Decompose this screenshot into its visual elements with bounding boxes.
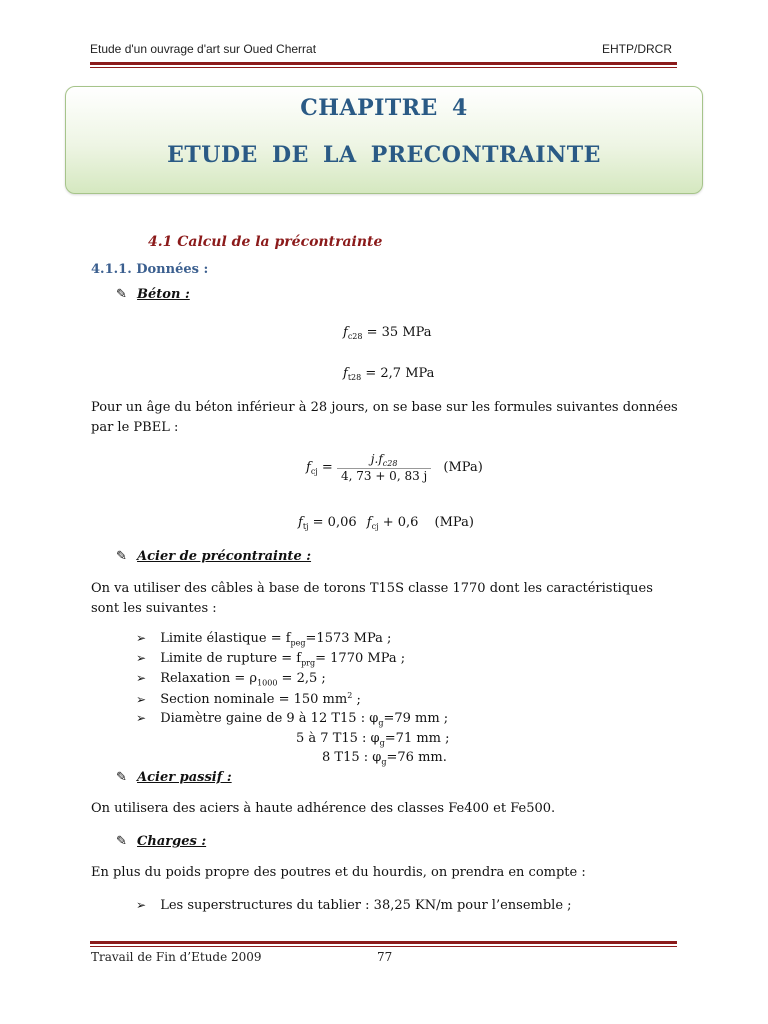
arrow-icon: ➢ (136, 631, 147, 645)
acier-list (136, 631, 448, 731)
acier-passif-label: Acier passif : (137, 770, 232, 785)
arrow-icon: ➢ (136, 651, 147, 665)
charges-bullet (116, 834, 206, 849)
charges-text: En plus du poids propre des poutres et du hourdis, on prendra en compte : (91, 865, 586, 880)
header-rule (90, 62, 677, 65)
chapter-title: ETUDE DE LA PRECONTRAINTE (167, 142, 601, 168)
formula-fc28: $f_{c28} = 35$ MPa (343, 325, 432, 341)
gaine-line-2: 5 à 7 T15 : $\varphi_g=71$ mm ; (296, 731, 450, 748)
pen-icon: ✎ (116, 287, 127, 302)
footer-rule-thin (90, 946, 677, 947)
list-item: ➢ Les superstructures du tablier : 38,25 KN/m pour l’ensemble ; (136, 898, 572, 913)
list-item: ➢ Section nominale = 150 $mm^2$ ; (136, 691, 361, 708)
list-item: ➢ Relaxation = $\rho_{1000} = 2,5$ ; (136, 671, 326, 688)
header-right: EHTP/DRCR (602, 42, 673, 56)
acier-precontrainte-bullet (116, 549, 311, 564)
acier-precontrainte-label: Acier de précontrainte : (137, 549, 312, 564)
pen-icon: ✎ (116, 834, 127, 849)
section-heading: 4.1 Calcul de la précontrainte (148, 234, 383, 250)
acier-passif-text: On utilisera des aciers à haute adhérence des classes Fe400 et Fe500. (91, 801, 556, 816)
formula-ft28: $f_{t28} = 2,7$ MPa (343, 366, 435, 382)
list-item: ➢ Limite élastique = $f_{peg}=1573$ MPa ; (136, 631, 392, 648)
beton-label: Béton : (137, 287, 190, 302)
charges-label: Charges : (137, 834, 207, 849)
chapter-number: CHAPITRE 4 (300, 95, 468, 121)
header-rule-thin (90, 67, 677, 68)
footer-left: Travail de Fin d’Etude 2009 (91, 950, 262, 964)
arrow-icon: ➢ (136, 711, 147, 725)
chapter-box (65, 86, 703, 194)
acier-passif-bullet (116, 770, 232, 785)
acier-precontrainte-intro: On va utiliser des câbles à base de torons T15S classe 1770 dont les caractéristiques sont les suivantes : (91, 581, 653, 616)
header-left: Etude d'un ouvrage d'art sur Oued Cherrat (90, 42, 317, 56)
list-item: ➢ Diamètre gaine de 9 à 12 T15 : $\varphi_g=79$ mm ; (136, 711, 449, 728)
arrow-icon: ➢ (136, 671, 147, 685)
formula-fcj: $f_{cj}$ = $\frac{j.f_{c28}}{4, 73 + 0, 83 j}$ (MPa) (306, 452, 483, 483)
beton-intro: Pour un âge du béton inférieur à 28 jours, on se base sur les formules suivantes données par le PBEL : (91, 400, 678, 435)
beton-bullet (116, 287, 190, 302)
fcj-fraction: $\frac{j.f_{c28}}{4, 73 + 0, 83 j}$ (337, 452, 431, 483)
formula-ftj: $f_{tj} = 0,06$ $f_{cj} + 0,6$ (MPa) (298, 515, 474, 531)
gaine-line-3: 8 T15 : $\varphi_g=76$ mm. (322, 750, 447, 767)
page-number: 77 (377, 950, 393, 964)
list-item: ➢ Limite de rupture = $f_{prg}= 1770$ MPa ; (136, 651, 406, 668)
pen-icon: ✎ (116, 549, 127, 564)
arrow-icon: ➢ (136, 898, 147, 912)
subsection-heading: 4.1.1. Données : (91, 262, 209, 277)
arrow-icon: ➢ (136, 692, 147, 707)
footer-rule (90, 941, 677, 944)
pen-icon: ✎ (116, 770, 127, 785)
